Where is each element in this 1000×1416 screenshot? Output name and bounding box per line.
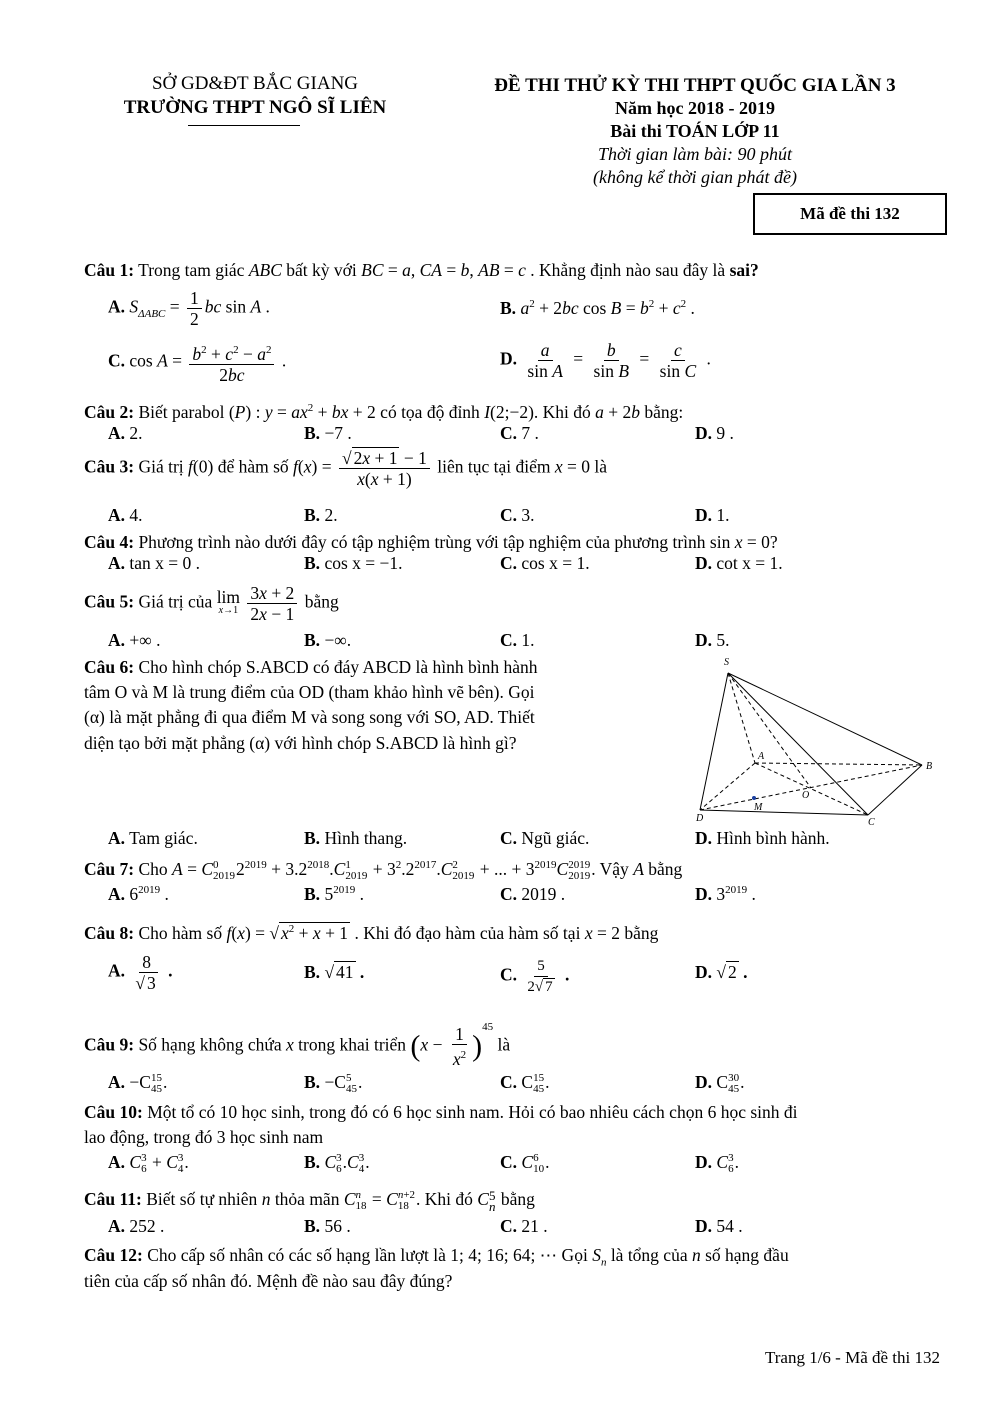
q4-option-d[interactable]: D. cot x = 1. [695,553,783,573]
q3-option-a[interactable]: A. 4. [108,505,143,525]
question-text: Biết số tự nhiên [146,1189,258,1209]
q2-option-c[interactable]: C. 7 . [500,423,539,443]
question-text: bằng [624,922,659,943]
question-text: (α) là mặt phẳng đi qua điểm M và song song với SO, AD. Thiết [84,707,535,727]
question-text: Giá trị của [138,591,213,612]
q2-option-d[interactable]: D. 9 . [695,423,734,443]
question-text: số hạng đầu [705,1245,789,1265]
q2-option-b[interactable]: B. −7 . [304,423,352,443]
q6-option-d[interactable]: D. Hình bình hành. [695,828,830,848]
q10-option-c[interactable]: C. C 6 10 . [500,1151,550,1175]
question-number: Câu 10: [84,1102,143,1122]
question-8: Câu 8: Cho hàm số f(x) = √ $x^2 + x + 1$ . Khi đó đạo hàm của hàm số tại x = 2 bằng [84,922,659,943]
question-text: Số hạng không chứa [138,1034,282,1055]
q8-option-b[interactable]: B. √ 41 . [304,962,365,982]
option-c[interactable]: C. cos A = $\frac{b^2 + c^2 - a^2}{2bc}$ . [108,340,286,385]
page-footer: Trang 1/6 - Mã đề thi 132 [764,1348,940,1367]
question-text: bằng [304,591,339,612]
question-4: Câu 4: Phương trình nào dưới đây có tập nghiệm trùng với tập nghiệm của phương trình sin x = 0? [84,532,778,552]
question-6 [84,654,636,680]
question-number: Câu 12: [84,1245,143,1265]
q7-option-c[interactable]: C. 2019 . [500,884,566,904]
q9-option-c[interactable]: C. C 15 45 . [500,1071,550,1095]
question-text: tiên của cấp số nhân đó. Mệnh đề nào sau đây đúng? [84,1271,453,1291]
label-s: S [724,657,729,668]
q10-option-d[interactable]: D. C 3 6 . [695,1151,739,1175]
question-11: Câu 11: Biết số tự nhiên n thỏa mãn C n 18 = C n+2 18 . Khi đó C 5 n bằng [84,1187,535,1214]
q6-option-b[interactable]: B. Hình thang. [304,828,408,848]
label-b: B [926,761,933,772]
header-left [100,72,410,120]
question-text: bằng [500,1189,535,1209]
q9-option-b[interactable]: B. −C 5 45 . [304,1071,363,1095]
q9-option-d[interactable]: D. C 30 45 . [695,1071,745,1095]
q4-option-a[interactable]: A. tan x = 0 . [108,553,201,573]
question-text: Biết parabol [138,401,225,422]
q8-option-d[interactable]: D. √ 2 . [695,962,748,982]
question-text: Cho cấp số nhân có các số hạng lần lượt là 1; 4; 16; 64; ⋯ Gọi [147,1245,588,1265]
header-right [440,74,950,189]
q5-option-c[interactable]: C. 1. [500,630,535,650]
question-text: tâm O và M là trung điểm của OD (tham khảo hình vẽ bên). Gọi [84,682,535,702]
q11-option-a[interactable]: A. 252 . [108,1216,165,1236]
label-o: O [802,790,810,801]
q5-option-b[interactable]: B. −∞. [304,630,352,650]
question-text: có tọa độ đỉnh [380,401,480,422]
department-name: SỞ GD&ĐT BẮC GIANG [151,73,359,94]
question-number: Câu 1: [84,260,135,280]
question-1: Câu 1: Trong tam giác ABC bất kỳ với BC = a, CA = b, AB = c . Khẳng định nào sau đây là sai? [84,260,759,280]
label-m: M [754,802,763,813]
school-year: Năm học 2018 - 2019 [615,98,775,118]
label-d: D [696,813,704,824]
q10-option-a[interactable]: A. C 3 6 + C 3 4 . [108,1151,189,1175]
q10-option-b[interactable]: B. C 3 6 .C 3 4 . [304,1151,370,1175]
q11-option-c[interactable]: C. 21 . [500,1216,548,1236]
question-text: . Khi đó đạo hàm của hàm số tại [354,922,581,943]
q3-option-d[interactable]: D. 1. [695,505,730,525]
q5-option-a[interactable]: A. +∞ . [108,630,161,650]
question-text: Cho hình chóp S.ABCD có đáy ABCD là hình bình hành [138,657,538,677]
question-10 [84,1099,944,1125]
question-number: Câu 4: [84,532,135,552]
question-number: Câu 5: [84,591,135,612]
question-text: . Khi đó [533,401,591,422]
question-number: Câu 2: [84,401,135,422]
question-3: Câu 3: Giá trị f(0) để hàm số f(x) = $\frac{√ 2x + 1 - 1}{x(x + 1)}$ liên tục tại điểm x = 0 là [84,448,608,489]
question-text: thỏa mãn [274,1189,340,1209]
question-text: . Vậy [591,858,629,879]
question-12: Câu 12: Cho cấp số nhân có các số hạng lần lượt là 1; 4; 16; 64; ⋯ Gọi $S_n$ là tổng của n số hạng đầu [84,1245,789,1269]
q4-option-c[interactable]: C. cos x = 1. [500,553,590,573]
question-number: Câu 11: [84,1189,142,1209]
q3-option-c[interactable]: C. 3. [500,505,535,525]
q5-option-d[interactable]: D. 5. [695,630,730,650]
question-number: Câu 7: [84,858,135,879]
question-text: là tổng của [610,1245,688,1265]
exam-subject: Bài thi TOÁN LỚP 11 [610,121,780,141]
q2-option-a[interactable]: A. 2. [108,423,143,443]
question-number: Câu 8: [84,922,135,943]
q7-option-a[interactable]: A. $6^{2019}$ . [108,884,169,904]
question-text: là [497,1034,511,1055]
exam-time-note: (không kể thời gian phát đề) [592,167,798,187]
question-text: bằng: [644,401,684,422]
school-name: TRƯỜNG THPT NGÔ SĨ LIÊN [123,97,387,118]
q11-option-b[interactable]: B. 56 . [304,1216,351,1236]
header-underline [188,125,300,126]
question-text: Trong tam giác [138,260,245,280]
question-number: Câu 9: [84,1034,135,1055]
question-text: trong khai triển [298,1034,407,1055]
question-2: Câu 2: Biết parabol (P) : $y = ax^2$ + bx + 2 có tọa độ đỉnh I(2;−2). Khi đó a + 2b bằng: [84,401,684,422]
question-text: Một tổ có 10 học sinh, trong đó có 6 học sinh nam. Hỏi có bao nhiêu cách chọn 6 học sinh đi [147,1102,798,1122]
label-c: C [868,817,875,828]
question-number: Câu 3: [84,456,135,477]
question-9: Câu 9: Số hạng không chứa x trong khai triển (x − $\frac{1}{x^2}$ )$^{45}$ là [84,1020,511,1069]
exam-code-box [753,193,947,235]
option-a[interactable]: A. $S_{\Delta ABC}$ = $\frac{1}{2}$ bc sin A . [108,288,270,329]
question-text: liên tục tại điểm [437,456,551,477]
question-text: Phương trình nào dưới đây có tập nghiệm trùng với tập nghiệm của phương trình [138,532,706,552]
question-text: diện tạo bởi mặt phẳng (α) với hình chóp S.ABCD là hình gì? [84,733,517,753]
question-5: Câu 5: Giá trị của lim x→1 $\frac{3x + 2}{2x - 1}$ bằng [84,583,339,624]
question-text: lao động, trong đó 3 học sinh nam [84,1127,324,1147]
label-a: A [758,751,765,762]
q6-option-a[interactable]: A. Tam giác. [108,828,198,848]
q6-option-c[interactable]: C. Ngũ giác. [500,828,590,848]
question-number: Câu 6: [84,657,135,677]
q9-option-a[interactable]: A. −C 15 45 . [108,1071,168,1095]
q11-option-d[interactable]: D. 54 . [695,1216,743,1236]
q7-option-d[interactable]: D. $3^{2019}$ . [695,884,756,904]
question-text: bằng [648,858,683,879]
option-b[interactable]: B. $a^2 + 2bc$ $\cos B = b^2 + c^2$ . [500,298,695,318]
q3-option-b[interactable]: B. 2. [304,505,338,525]
question-text: Cho [138,858,168,879]
question-text: là [594,456,608,477]
question-text: . Khẳng định nào sau đây là [530,260,726,280]
q8-option-c[interactable]: C. $\frac{5}{2√ 7}$ . [500,958,570,995]
question-text: Cho hàm số [138,922,223,943]
question-text: để hàm số [217,456,289,477]
question-text: bất kỳ với [286,260,357,280]
question-text: Giá trị [138,456,184,477]
pyramid-figure [690,655,940,830]
question-7: Câu 7: Cho A = C 0 2019 $2^{2019} + 3.2^{2018}.C$ 1 2019 + $3^2.2^{2017}.C$ 2 2019 + ... + $3^{2019}C$ 2019 2019 . Vậy A bằng [84,858,683,882]
exam-title: ĐỀ THI THỬ KỲ THI THPT QUỐC GIA LẦN 3 [494,75,896,96]
exam-code: Mã đề thi 132 [800,204,900,223]
emphasis-word: sai? [729,260,759,280]
question-text: . Khi đó [416,1189,473,1209]
q7-option-b[interactable]: B. $5^{2019}$ . [304,884,364,904]
q8-option-a[interactable]: A. $\frac{8}{√ 3}$ . [108,952,173,993]
exam-time: Thời gian làm bài: 90 phút [597,144,793,164]
q4-option-b[interactable]: B. cos x = −1. [304,553,403,573]
option-d[interactable]: D. $\frac{a}{\text{sin A}}$ = $\frac{b}{\text{sin B}}$ = $\frac{c}{\text{sin C}}$ . [500,340,711,381]
